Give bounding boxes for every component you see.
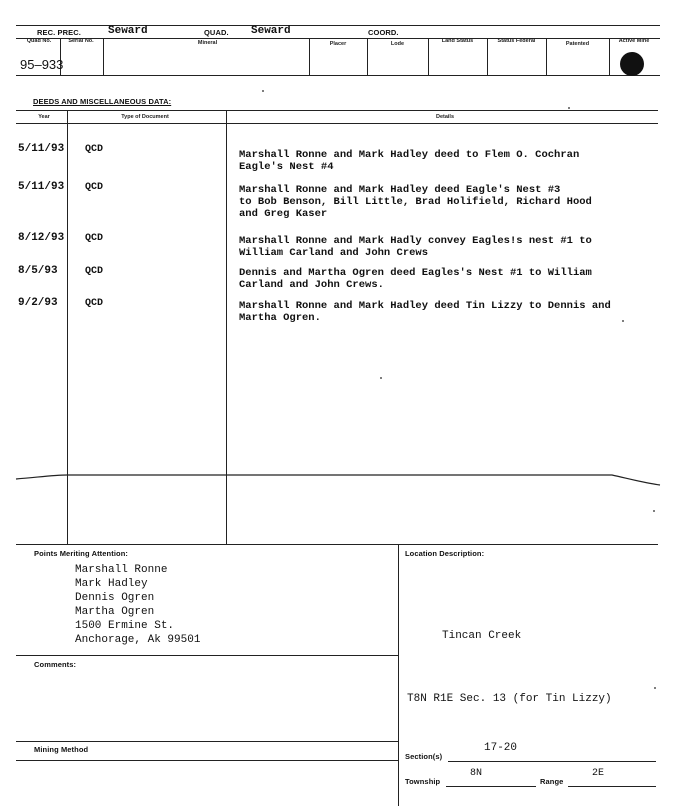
header-col-divider [428,38,429,75]
quad-value: Seward [251,25,291,37]
active-mine-blot [620,52,644,76]
stray-mark [653,510,655,512]
col-lode: Lode [390,41,405,47]
points-line: Marshall Ronne [75,564,168,576]
comments-rule [16,655,398,656]
page-fold-line [0,465,678,495]
range-label: Range [540,777,564,786]
sections-label: Section(s) [405,752,443,761]
deed-date-1: 5/11/93 [18,143,65,155]
points-line: 1500 Ermine St. [75,620,175,632]
header-mid-rule [16,38,660,39]
col-mineral: Mineral [197,40,218,46]
deed-type-2: QCD [85,182,104,193]
sections-value: 17-20 [484,742,518,754]
points-line: Mark Hadley [75,578,148,590]
quad-serial-value: 95–933 [20,57,64,72]
deed-details-5: Marshall Ronne and Mark Hadley deed Tin Lizzy to Dennis and Martha Ogren. [239,300,611,324]
col-type: Type of Document [121,114,169,120]
range-underline [568,786,656,787]
rec-prec-value: Seward [108,25,148,37]
header-col-divider [487,38,488,75]
header-col-divider [609,38,610,75]
deeds-header-rule [16,123,658,124]
township-label: Township [405,777,441,786]
deed-details-3: Marshall Ronne and Mark Hadly convey Eagles!s nest #1 to William Carland and John Crews [239,235,592,259]
deed-details-4: Dennis and Martha Ogren deed Eagles's Nest #1 to William Carland and John Crews. [239,267,592,291]
col-details: Details [435,114,455,120]
stray-mark [568,107,570,109]
deed-type-4: QCD [85,266,104,277]
col-quad-no: Quad No. [26,38,52,44]
deed-type-3: QCD [85,233,104,244]
stray-mark [380,377,382,379]
header-col-divider [367,38,368,75]
deed-type-5: QCD [85,298,104,309]
col-placer: Placer [329,41,347,47]
stray-mark [262,90,264,92]
points-line: Martha Ogren [75,606,155,618]
header-col-divider [546,38,547,75]
deed-date-4: 8/5/93 [18,265,58,277]
deeds-top-rule [16,110,658,111]
mining-label: Mining Method [34,745,89,754]
points-line: Dennis Ogren [75,592,155,604]
location-place: Tincan Creek [442,630,522,642]
mining-rule [16,741,398,742]
col-serial-no: Serial No. [68,38,94,44]
quad-label: QUAD. [204,28,229,37]
stray-mark [622,320,624,322]
col-year: Year [38,114,50,120]
sections-underline [448,761,656,762]
township-value: 8N [470,768,483,779]
comments-label: Comments: [34,660,77,669]
location-legal: T8N R1E Sec. 13 (for Tin Lizzy) [407,693,612,705]
township-underline [446,786,536,787]
deed-date-3: 8/12/93 [18,232,65,244]
deed-date-5: 9/2/93 [18,297,58,309]
col-land-status: Land Status [441,38,474,44]
lower-divider [398,544,399,806]
col-status-federal: Status Federal [497,38,536,44]
header-bottom-rule [16,75,660,76]
header-col-divider [309,38,310,75]
rec-prec-label: REC. PREC. [37,28,81,37]
header-col-divider [103,38,104,75]
range-value: 2E [592,768,605,779]
deed-type-1: QCD [85,144,104,155]
deed-details-2: Marshall Ronne and Mark Hadley deed Eagle's Nest #3 to Bob Benson, Bill Little, Brad Holifield, Richard Hood and Greg Kaser [239,184,592,220]
mining-bottom-rule [16,760,398,761]
coord-label: COORD. [368,28,399,37]
col-patented: Patented [565,41,590,47]
location-label: Location Description: [405,549,485,558]
points-line: Anchorage, Ak 99501 [75,634,201,646]
deed-date-2: 5/11/93 [18,181,65,193]
deed-details-1: Marshall Ronne and Mark Hadley deed to Flem O. Cochran Eagle's Nest #4 [239,149,580,173]
stray-mark [654,687,656,689]
col-active-mine: Active Mine [618,38,650,44]
deeds-bottom-rule [16,544,658,545]
deeds-section-title: DEEDS AND MISCELLANEOUS DATA: [33,97,172,106]
points-label: Points Meriting Attention: [34,549,128,558]
